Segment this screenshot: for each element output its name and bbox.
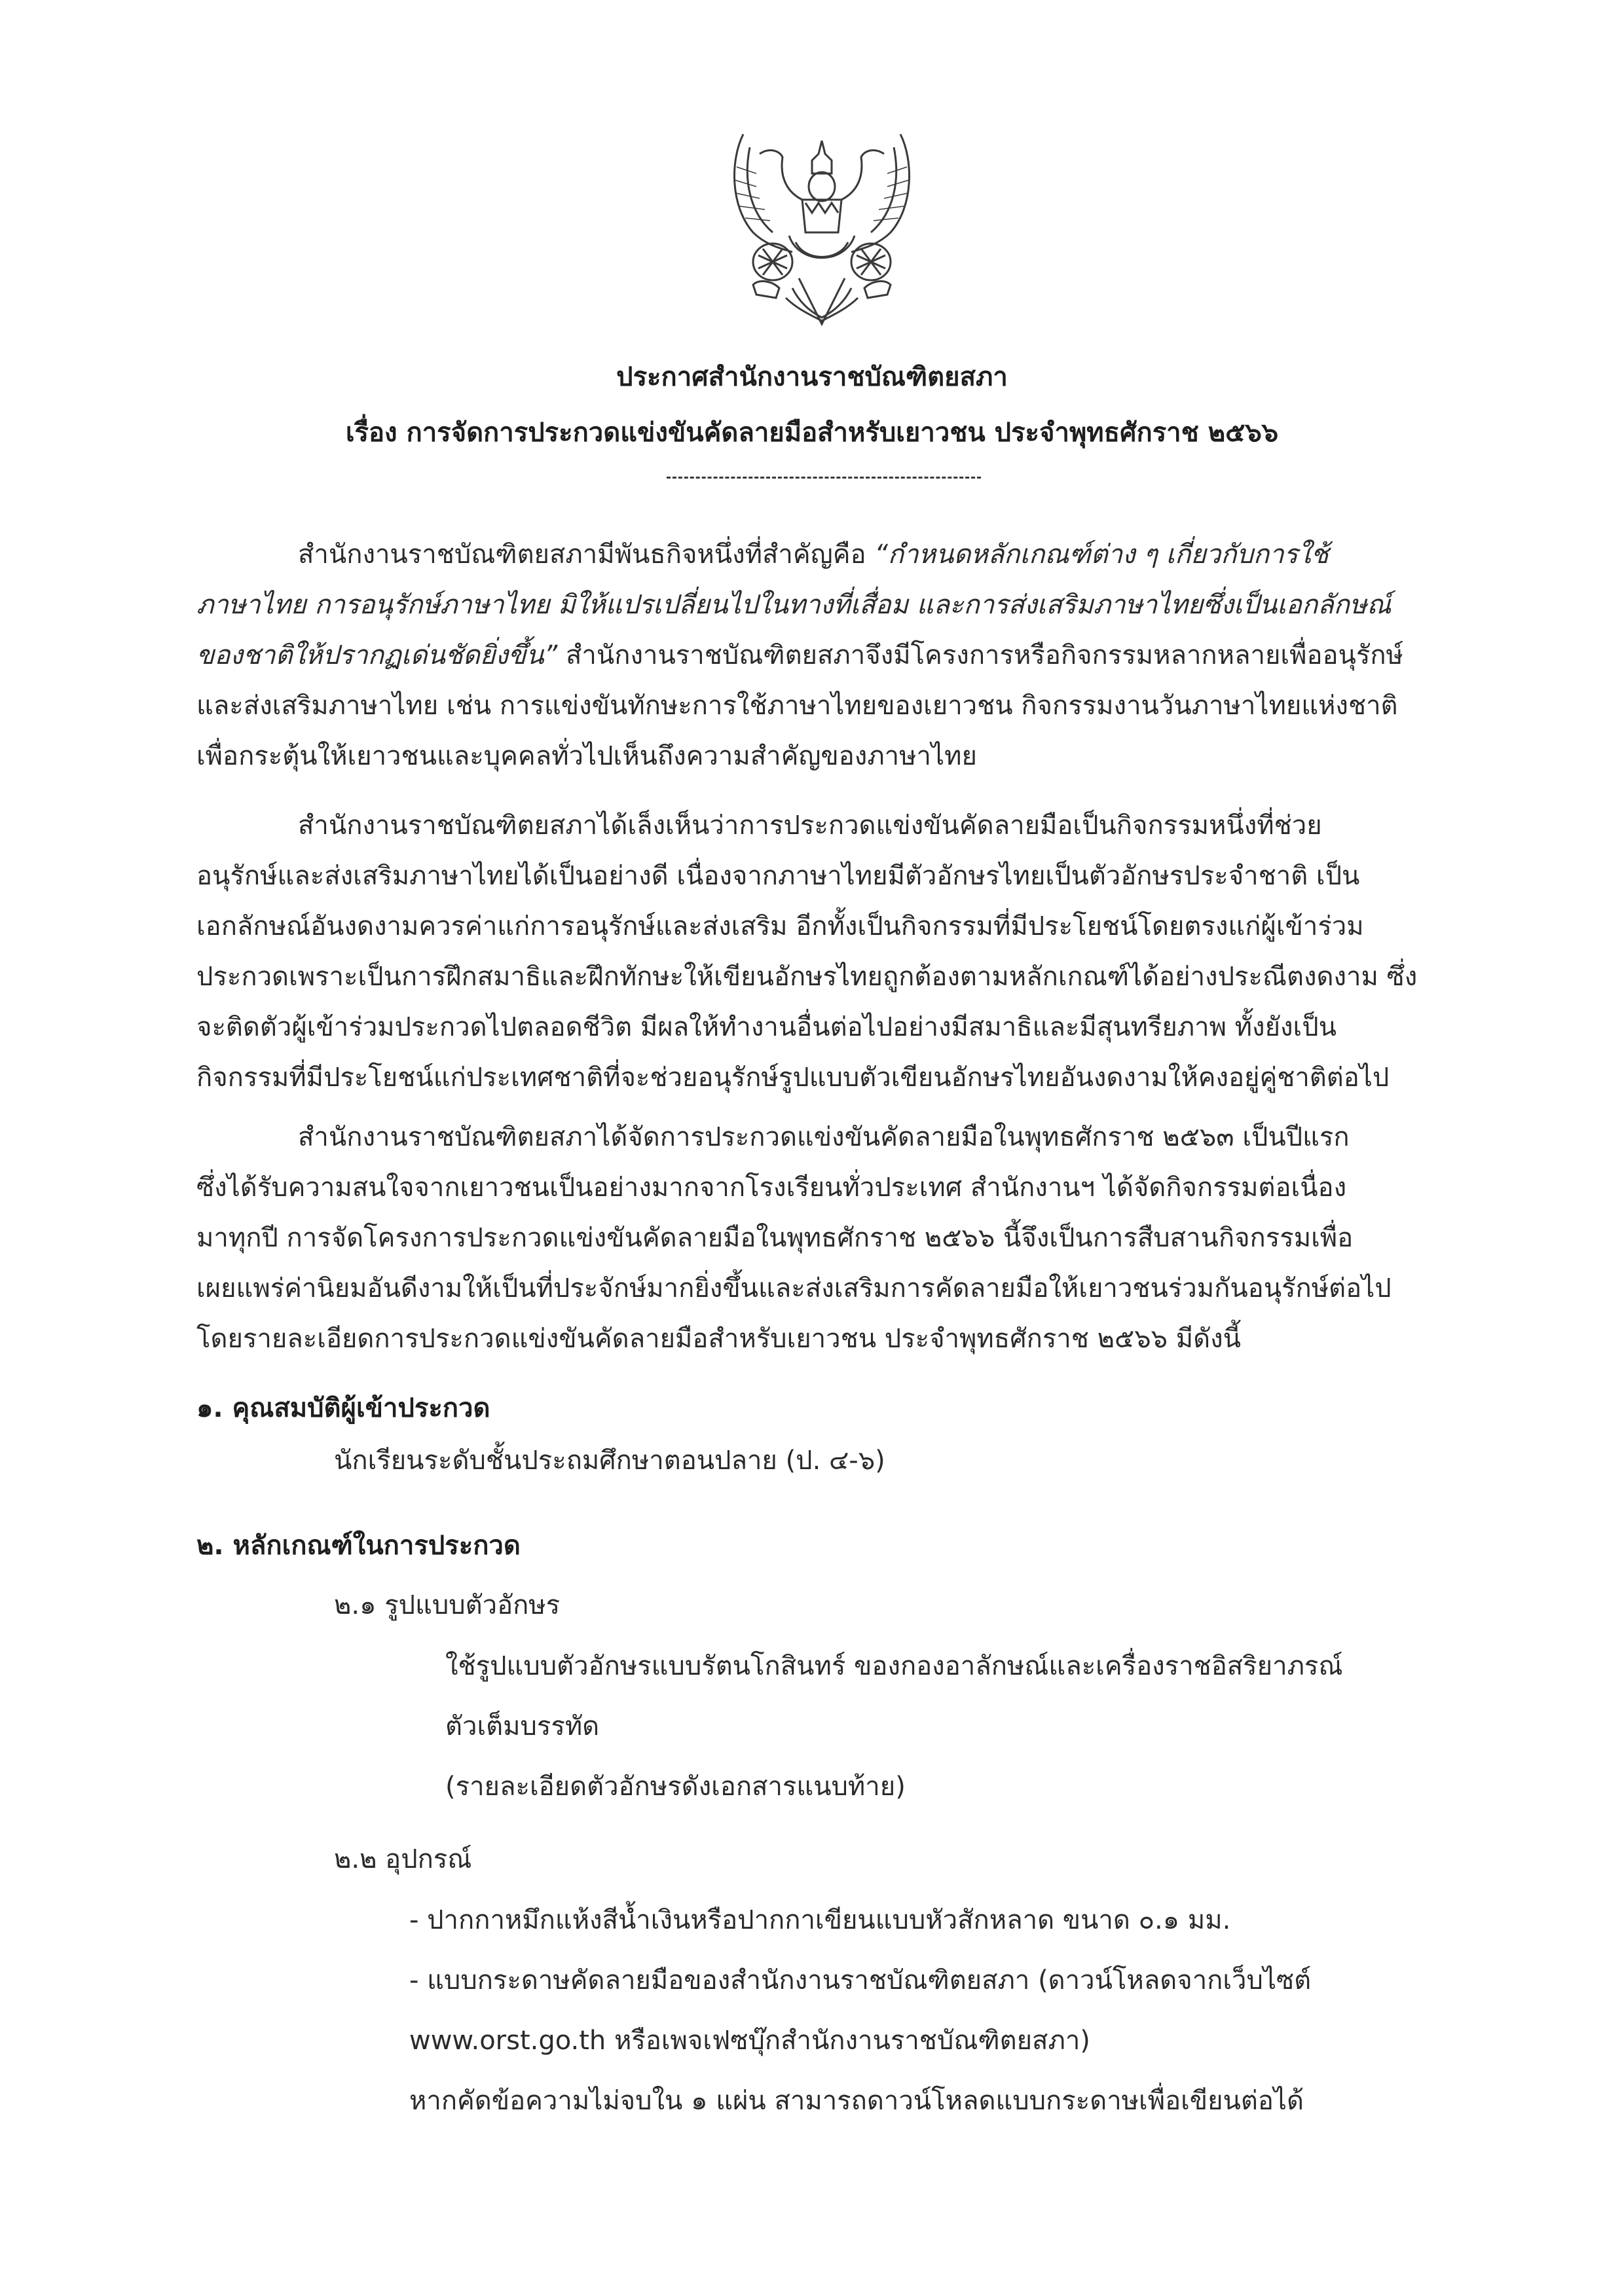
section-2-2-line-4: หากคัดข้อความไม่จบใน ๑ แผ่น สามารถดาวน์โหลดแบบกระดาษเพื่อเขียนต่อได้: [409, 2086, 1304, 2116]
paragraph-1-text: สำนักงานราชบัณฑิตยสภาจึงมีโครงการหรือกิจกรรมหลากหลายเพื่ออนุรักษ์: [557, 640, 1403, 670]
paragraph-1-quote: “กำหนดหลักเกณฑ์ต่าง ๆ เกี่ยวกับการใช้: [874, 539, 1329, 570]
paragraph-2-line-2: อนุรักษ์และส่งเสริมภาษาไทยได้เป็นอย่างดี เนื่องจากภาษาไทยมีตัวอักษรไทยเป็นตัวอักษรประจำชาติ เป็น: [196, 861, 1360, 891]
paragraph-3-line-2: ซึ่งได้รับความสนใจจากเยาวชนเป็นอย่างมากจากโรงเรียนทั่วประเทศ สำนักงานฯ ได้จัดกิจกรรมต่อเนื่อง: [196, 1173, 1347, 1203]
section-2-2-line-3: www.orst.go.th หรือเพจเฟซบุ๊กสำนักงานราชบัณฑิตยสภา): [409, 2026, 1090, 2056]
document-title: ประกาศสำนักงานราชบัณฑิตยสภา: [616, 362, 1008, 392]
paragraph-1-line-1: [298, 539, 1329, 570]
paragraph-2-line-6: กิจกรรมที่มีประโยชน์แก่ประเทศชาติที่จะช่วยอนุรักษ์รูปแบบตัวเขียนอักษรไทยอันงดงามให้คงอยู่คู่ชาติต่อไป: [196, 1063, 1390, 1093]
section-2-2-line-2: - แบบกระดาษคัดลายมือของสำนักงานราชบัณฑิตยสภา (ดาวน์โหลดจากเว็บไซต์: [409, 1965, 1312, 1995]
section-1-body: นักเรียนระดับชั้นประถมศึกษาตอนปลาย (ป. ๔-๖): [334, 1446, 885, 1476]
paragraph-2-line-4: ประกวดเพราะเป็นการฝึกสมาธิและฝึกทักษะให้เขียนอักษรไทยถูกต้องตามหลักเกณฑ์ได้อย่างประณีตงดงาม ซึ่ง: [196, 962, 1418, 992]
section-2-1-line-2: ตัวเต็มบรรทัด: [445, 1711, 600, 1741]
paragraph-1-text: สำนักงานราชบัณฑิตยสภามีพันธกิจหนึ่งที่สำคัญคือ: [298, 539, 875, 570]
paragraph-2-line-5: จะติดตัวผู้เข้าร่วมประกวดไปตลอดชีวิต มีผลให้ทำงานอื่นต่อไปอย่างมีสมาธิและมีสุนทรียภาพ ทั้งยังเป็น: [196, 1012, 1337, 1042]
paragraph-3-line-3: มาทุกปี การจัดโครงการประกวดแข่งขันคัดลายมือในพุทธศักราช ๒๕๖๖ นี้จึงเป็นการสืบสานกิจกรรมเพื่อ: [196, 1223, 1354, 1253]
paragraph-1-quote-end: ของชาติให้ปรากฏเด่นชัดยิ่งขึ้น”: [196, 640, 558, 670]
section-2-1-line-3: (รายละเอียดตัวอักษรดังเอกสารแนบท้าย): [445, 1772, 906, 1802]
section-2-1-heading: ๒.๑ รูปแบบตัวอักษร: [334, 1590, 561, 1620]
document-subject: เรื่อง การจัดการประกวดแข่งขันคัดลายมือสำหรับเยาวชน ประจำพุทธศักราช ๒๕๖๖: [345, 418, 1279, 448]
section-2-1-line-1: ใช้รูปแบบตัวอักษรแบบรัตนโกสินทร์ ของกองอาลักษณ์และเครื่องราชอิสริยาภรณ์: [445, 1651, 1343, 1681]
paragraph-2-line-3: เอกลักษณ์อันงดงามควรค่าแก่การอนุรักษ์และส่งเสริม อีกทั้งเป็นกิจกรรมที่มีประโยชน์โดยตรงแก่ผู้เข้าร่วม: [196, 911, 1364, 941]
paragraph-1-line-3: [196, 640, 1403, 671]
paragraph-3-line-5: โดยรายละเอียดการประกวดแข่งขันคัดลายมือสำหรับเยาวชน ประจำพุทธศักราช ๒๕๖๖ มีดังนี้: [196, 1324, 1241, 1354]
paragraph-3-line-4: เผยแพร่ค่านิยมอันดีงามให้เป็นที่ประจักษ์มากยิ่งขึ้นและส่งเสริมการคัดลายมือให้เยาวชนร่วมกันอนุรักษ์ต่อไป: [196, 1273, 1392, 1303]
paragraph-1-line-4: และส่งเสริมภาษาไทย เช่น การแข่งขันทักษะการใช้ภาษาไทยของเยาวชน กิจกรรมงานวันภาษาไทยแห่งชาติ: [196, 691, 1398, 721]
paragraph-2-line-1: สำนักงานราชบัณฑิตยสภาได้เล็งเห็นว่าการประกวดแข่งขันคัดลายมือเป็นกิจกรรมหนึ่งที่ช่วย: [298, 811, 1322, 841]
paragraph-3-line-1: สำนักงานราชบัณฑิตยสภาได้จัดการประกวดแข่งขันคัดลายมือในพุทธศักราช ๒๕๖๓ เป็นปีแรก: [298, 1122, 1350, 1152]
paragraph-1-line-5: เพื่อกระตุ้นให้เยาวชนและบุคคลทั่วไปเห็นถึงความสำคัญของภาษาไทย: [196, 741, 977, 771]
section-2-heading: ๒. หลักเกณฑ์ในการประกวด: [196, 1531, 521, 1561]
title-divider: [667, 477, 981, 479]
paragraph-1-line-2: ภาษาไทย การอนุรักษ์ภาษาไทย มิให้แปรเปลี่ยนไปในทางที่เสื่อม และการส่งเสริมภาษาไทยซึ่งเป็นเอกลักษณ์: [196, 590, 1392, 620]
garuda-emblem-icon: [727, 121, 917, 331]
section-2-2-line-1: - ปากกาหมึกแห้งสีน้ำเงินหรือปากกาเขียนแบบหัวสักหลาด ขนาด ๐.๑ มม.: [409, 1905, 1231, 1935]
section-2-2-heading: ๒.๒ อุปกรณ์: [334, 1844, 472, 1874]
section-1-heading: ๑. คุณสมบัติผู้เข้าประกวด: [196, 1393, 490, 1423]
